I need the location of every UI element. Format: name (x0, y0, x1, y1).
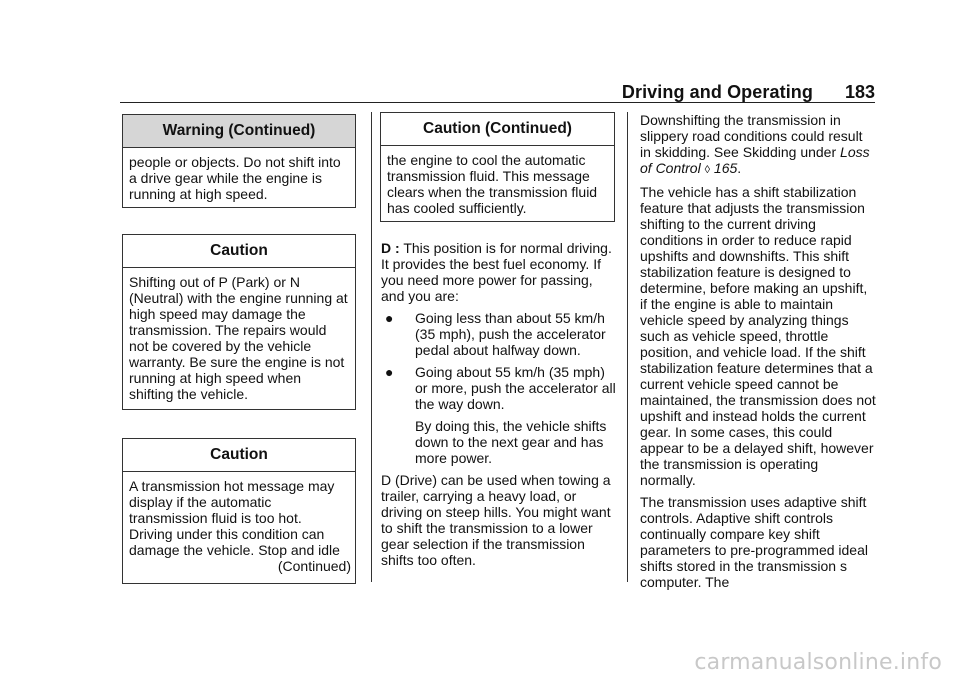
drive-paragraph (381, 240, 617, 304)
loss-of-control-link[interactable]: Loss of Control (640, 144, 870, 176)
bullet-text-1: Going less than about 55 km/h (35 mph), push the accelerator pedal about halfway down. (415, 310, 606, 358)
page-header (120, 80, 875, 103)
caution-title-1: Caution (123, 235, 355, 268)
warning-text: people or objects. Do not shift into a drive gear while the engine is running at high speed. (129, 154, 341, 202)
caution-box-2 (122, 438, 356, 584)
caution-text-2: A transmission hot message may display if the automatic transmission fluid is too hot. Driving under this condition can damage the vehicle. Stop and idle (129, 478, 340, 558)
downshift-paragraph (640, 112, 876, 178)
drive-description: This position is for normal driving. It provides the best fuel economy. If you need more power for passing, and you are: (381, 240, 612, 304)
page-ref-number[interactable]: 165 (713, 160, 738, 176)
bullet-icon: ● (385, 310, 394, 326)
warning-title: Warning (Continued) (123, 115, 355, 148)
caution-continued-title: Caution (Continued) (381, 113, 614, 146)
column-divider-1 (371, 112, 372, 582)
warning-continued-box (122, 114, 356, 208)
caution-box-1 (122, 234, 356, 410)
page-ref-icon: ◊ (704, 164, 711, 176)
bullet-icon: ● (385, 364, 394, 380)
caution-continued-text: the engine to cool the automatic transmission fluid. This message clears when the transmission fluid has cooled sufficiently. (387, 152, 598, 216)
watermark: carmanualsonline.info (694, 650, 942, 675)
list-item (381, 364, 617, 412)
drive-usage-paragraph: D (Drive) can be used when towing a trailer, carrying a heavy load, or driving on steep hills. You might want to shift the transmission to a lower gear selection if the transmission shifts too often. (381, 472, 611, 568)
page-number: 183 (844, 82, 875, 102)
caution-continued-box (380, 112, 615, 222)
list-item (381, 310, 617, 358)
continued-label: (Continued) (277, 558, 351, 574)
right-column-text (640, 112, 876, 596)
section-title: Driving and Operating (621, 82, 813, 102)
period: . (737, 160, 742, 176)
bullet-text-2: Going about 55 km/h (35 mph) or more, push the accelerator all the way down. (415, 364, 616, 412)
bullet-note: By doing this, the vehicle shifts down to the next gear and has more power. (415, 418, 607, 466)
middle-column-text (381, 240, 617, 574)
column-divider-2 (627, 112, 628, 582)
downshift-text: Downshifting the transmission in slippery road conditions could result in skidding. See Skidding under (640, 112, 863, 160)
drive-label: D : (381, 240, 400, 256)
shift-stabilization-paragraph: The vehicle has a shift stabilization feature that adjusts the transmission shifting to the current driving conditions in order to reduce rapid upshifts and downshifts. This shift stabilization feature is designed to determine, before making an upshift, if the engine is able to maintain vehicle speed by analyzing things such as vehicle speed, throttle position, and vehicle load. If the shift stabilization feature determines that a current vehicle speed cannot be maintained, the transmission does not upshift and instead holds the current gear. In some cases, this could appear to be a delayed shift, however the transmission is operating normally. (640, 184, 876, 488)
caution-text-1: Shifting out of P (Park) or N (Neutral) with the engine running at high speed may damage the transmission. The repairs would not be covered by the vehicle warranty. Be sure the engine is not running at high speed when shifting the vehicle. (129, 274, 348, 402)
caution-title-2: Caution (123, 439, 355, 472)
adaptive-shift-paragraph: The transmission uses adaptive shift controls. Adaptive shift controls continually compare key shift parameters to pre-programmed ideal shifts stored in the transmission s computer. The (640, 494, 868, 590)
